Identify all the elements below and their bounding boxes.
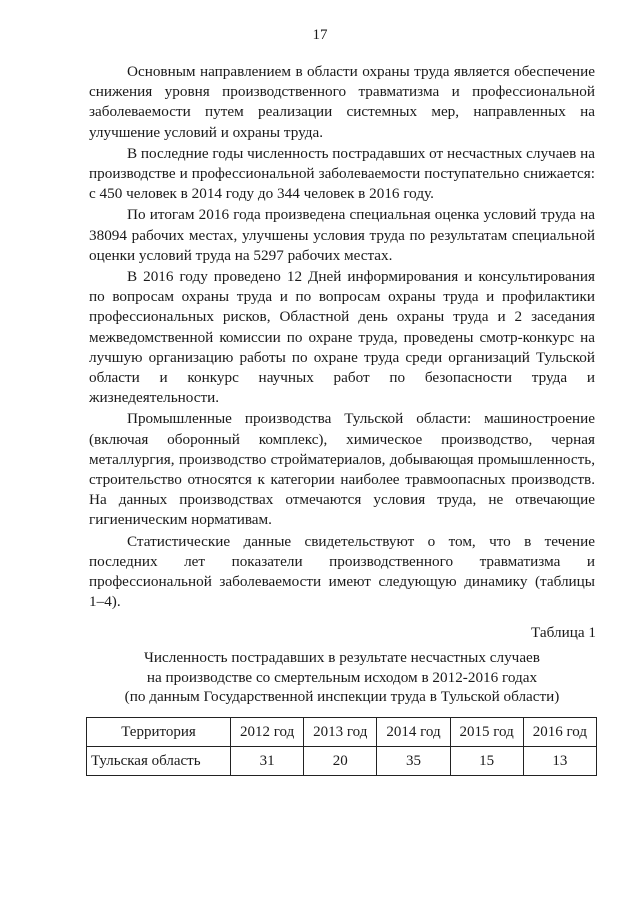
table-cell: 31 [231,747,304,776]
table-caption-line: Численность пострадавших в результате несчастных случаев [144,649,540,666]
column-header-territory: Территория [87,718,231,747]
table-cell: 15 [450,747,523,776]
column-header-2014: 2014 год [377,718,450,747]
paragraph: Промышленные производства Тульской области: машиностроение (включая оборонный комплекс), химическое производство, черная металлургия, производство стройматериалов, добывающая промышленность, строительство относятся к категории наиболее травмоопасных производств. На данных производствах отмечаются условия труда, не отвечающие гигиеническим нормативам. [89,410,595,529]
table-cell-territory: Тульская область [87,747,231,776]
page-number: 17 [312,27,328,43]
column-header-2013: 2013 год [304,718,377,747]
column-header-2015: 2015 год [450,718,523,747]
table-label: Таблица 1 [531,624,596,641]
table-caption [89,648,595,707]
paragraph: Статистические данные свидетельствуют о том, что в течение последних лет показатели производственного травматизма и профессиональной заболеваемости имеют следующую динамику (таблицы 1–4). [89,532,595,611]
paragraph: В последние годы численность пострадавших от несчастных случаев на производстве и профессиональной заболеваемости поступательно снижается: с 450 человек в 2014 году до 344 человек в 2016 году. [89,144,596,203]
paragraph: Основным направлением в области охраны труда является обеспечение снижения уровня производственного травматизма и профессиональной заболеваемости путем реализации системных мер, направленных на улучшение условий и охраны труда. [89,63,595,141]
column-header-2016: 2016 год [523,718,596,747]
table-cell: 13 [523,747,596,776]
table-row [87,747,597,776]
table-caption-line: (по данным Государственной инспекции труда в Тульской области) [124,688,560,705]
table-cell: 20 [304,747,377,776]
table-cell: 35 [377,747,450,776]
table-header-row [87,718,597,747]
statistics-table [86,717,597,776]
paragraph: По итогам 2016 года произведена специальная оценка условий труда на 38094 рабочих местах, улучшены условия труда по результатам специальной оценки условий труда на 5297 рабочих местах. [89,206,595,264]
column-header-2012: 2012 год [231,718,304,747]
paragraph: В 2016 году проведено 12 Дней информирования и консультирования по вопросам охраны труда и по вопросам охраны труда и профилактики профессиональных рисков, Областной день охраны труда и 2 заседания межведомственной комиссии по охране труда, проведены смотр-конкурс на лучшую организацию работы по охране труда среди организаций Тульской области и конкурс научных работ по безопасности труда и жизнедеятельности. [89,268,595,407]
table-caption-line: на производстве со смертельным исходом в 2012-2016 годах [146,668,538,686]
body-text [89,62,595,613]
